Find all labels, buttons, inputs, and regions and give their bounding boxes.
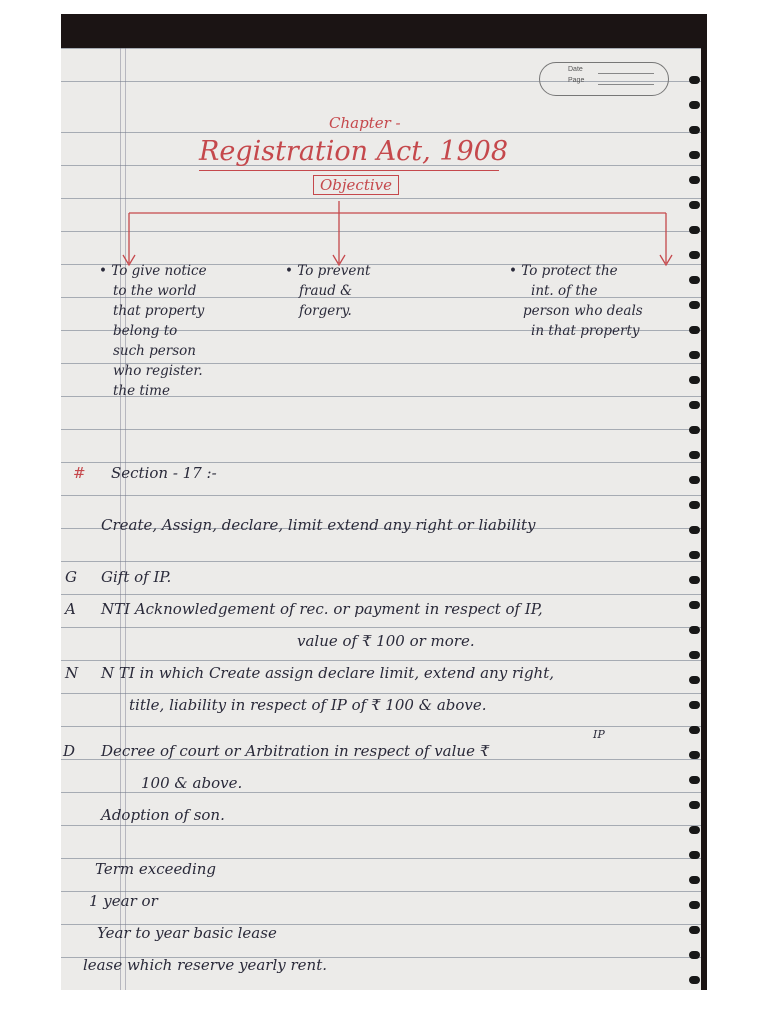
binding-hole	[689, 876, 700, 884]
notebook-photo	[61, 14, 707, 990]
binding-hole	[689, 801, 700, 809]
item-decree-sup: IP	[593, 728, 605, 741]
item-mark-n: N	[65, 664, 79, 682]
binding-hole	[689, 101, 700, 109]
item-acknowledgement: NTI Acknowledgement of rec. or payment in respect of IP,	[101, 600, 543, 618]
objective-notice	[99, 261, 207, 401]
binding-hole	[689, 201, 700, 209]
text-line: fraud &	[299, 283, 353, 299]
objective-box: Objective	[313, 175, 399, 195]
binding-hole	[689, 601, 700, 609]
text-line: forgery.	[299, 303, 352, 319]
binding-hole	[689, 626, 700, 634]
page-label: Page	[568, 77, 585, 84]
objective-fraud	[285, 261, 370, 321]
binding-hole	[689, 301, 700, 309]
item-nti: N TI in which Create assign declare limit, extend any right,	[101, 664, 555, 682]
binding-hole	[689, 701, 700, 709]
binding-hole	[689, 551, 700, 559]
text-line: • To give notice	[99, 263, 207, 279]
item-mark-a: A	[65, 600, 76, 618]
text-line: in that property	[531, 323, 640, 339]
binding-hole	[689, 401, 700, 409]
binding-hole	[689, 726, 700, 734]
text-line: the time	[113, 383, 170, 399]
binding-hole	[689, 576, 700, 584]
binding-hole	[689, 326, 700, 334]
date-label: Date	[568, 66, 583, 73]
text-line: belong to	[113, 323, 178, 339]
text-line: person who deals	[523, 303, 643, 319]
binding-hole	[689, 651, 700, 659]
text-line: • To protect the	[509, 263, 618, 279]
section-heading: Section - 17 :-	[111, 464, 217, 482]
item-mark-d: D	[63, 742, 76, 760]
binding-hole	[689, 751, 700, 759]
section-mark: #	[73, 464, 86, 482]
binding-hole	[689, 476, 700, 484]
binding-hole	[689, 426, 700, 434]
binding-hole	[689, 951, 700, 959]
item-decree-cont: 100 & above.	[141, 774, 243, 792]
binding-hole	[689, 351, 700, 359]
binding-hole	[689, 676, 700, 684]
binding-hole	[689, 526, 700, 534]
item-adoption: Adoption of son.	[101, 806, 225, 824]
item-gift: Gift of IP.	[101, 568, 172, 586]
text-line: that property	[113, 303, 205, 319]
binding-hole	[689, 851, 700, 859]
binding-hole	[689, 451, 700, 459]
item-acknowledgement-cont: value of ₹ 100 or more.	[297, 632, 475, 650]
binding-hole	[689, 251, 700, 259]
objective-interest	[509, 261, 643, 341]
binding-hole	[689, 126, 700, 134]
text-line: such person	[113, 343, 197, 359]
lease-line: 1 year or	[89, 892, 158, 910]
page-title: Registration Act, 1908	[199, 136, 508, 167]
binding-hole	[689, 976, 700, 984]
binding-hole	[689, 226, 700, 234]
binding-hole	[689, 176, 700, 184]
binding-hole	[689, 151, 700, 159]
lease-line: Term exceeding	[95, 860, 217, 878]
section-intro: Create, Assign, declare, limit extend any right or liability	[101, 516, 536, 534]
binding-hole	[689, 501, 700, 509]
lease-line: lease which reserve yearly rent.	[83, 956, 328, 974]
item-nti-cont: title, liability in respect of IP of ₹ 100 & above.	[129, 696, 487, 714]
title-underline	[199, 170, 499, 171]
binding-hole	[689, 276, 700, 284]
text-line: • To prevent	[285, 263, 371, 279]
text-line: to the world	[113, 283, 197, 299]
item-mark-g: G	[65, 568, 77, 586]
item-decree: Decree of court or Arbitration in respect of value ₹	[101, 742, 490, 760]
binding-hole	[689, 926, 700, 934]
binding-hole	[689, 826, 700, 834]
lease-line: Year to year basic lease	[97, 924, 277, 942]
text-line: int. of the	[531, 283, 598, 299]
chapter-label: Chapter -	[329, 114, 401, 132]
binding-hole	[689, 376, 700, 384]
binding-hole	[689, 76, 700, 84]
notebook-page	[61, 48, 701, 990]
binding-hole	[689, 901, 700, 909]
text-line: who register.	[113, 363, 203, 379]
binding-hole	[689, 776, 700, 784]
date-page-stamp	[539, 62, 669, 96]
